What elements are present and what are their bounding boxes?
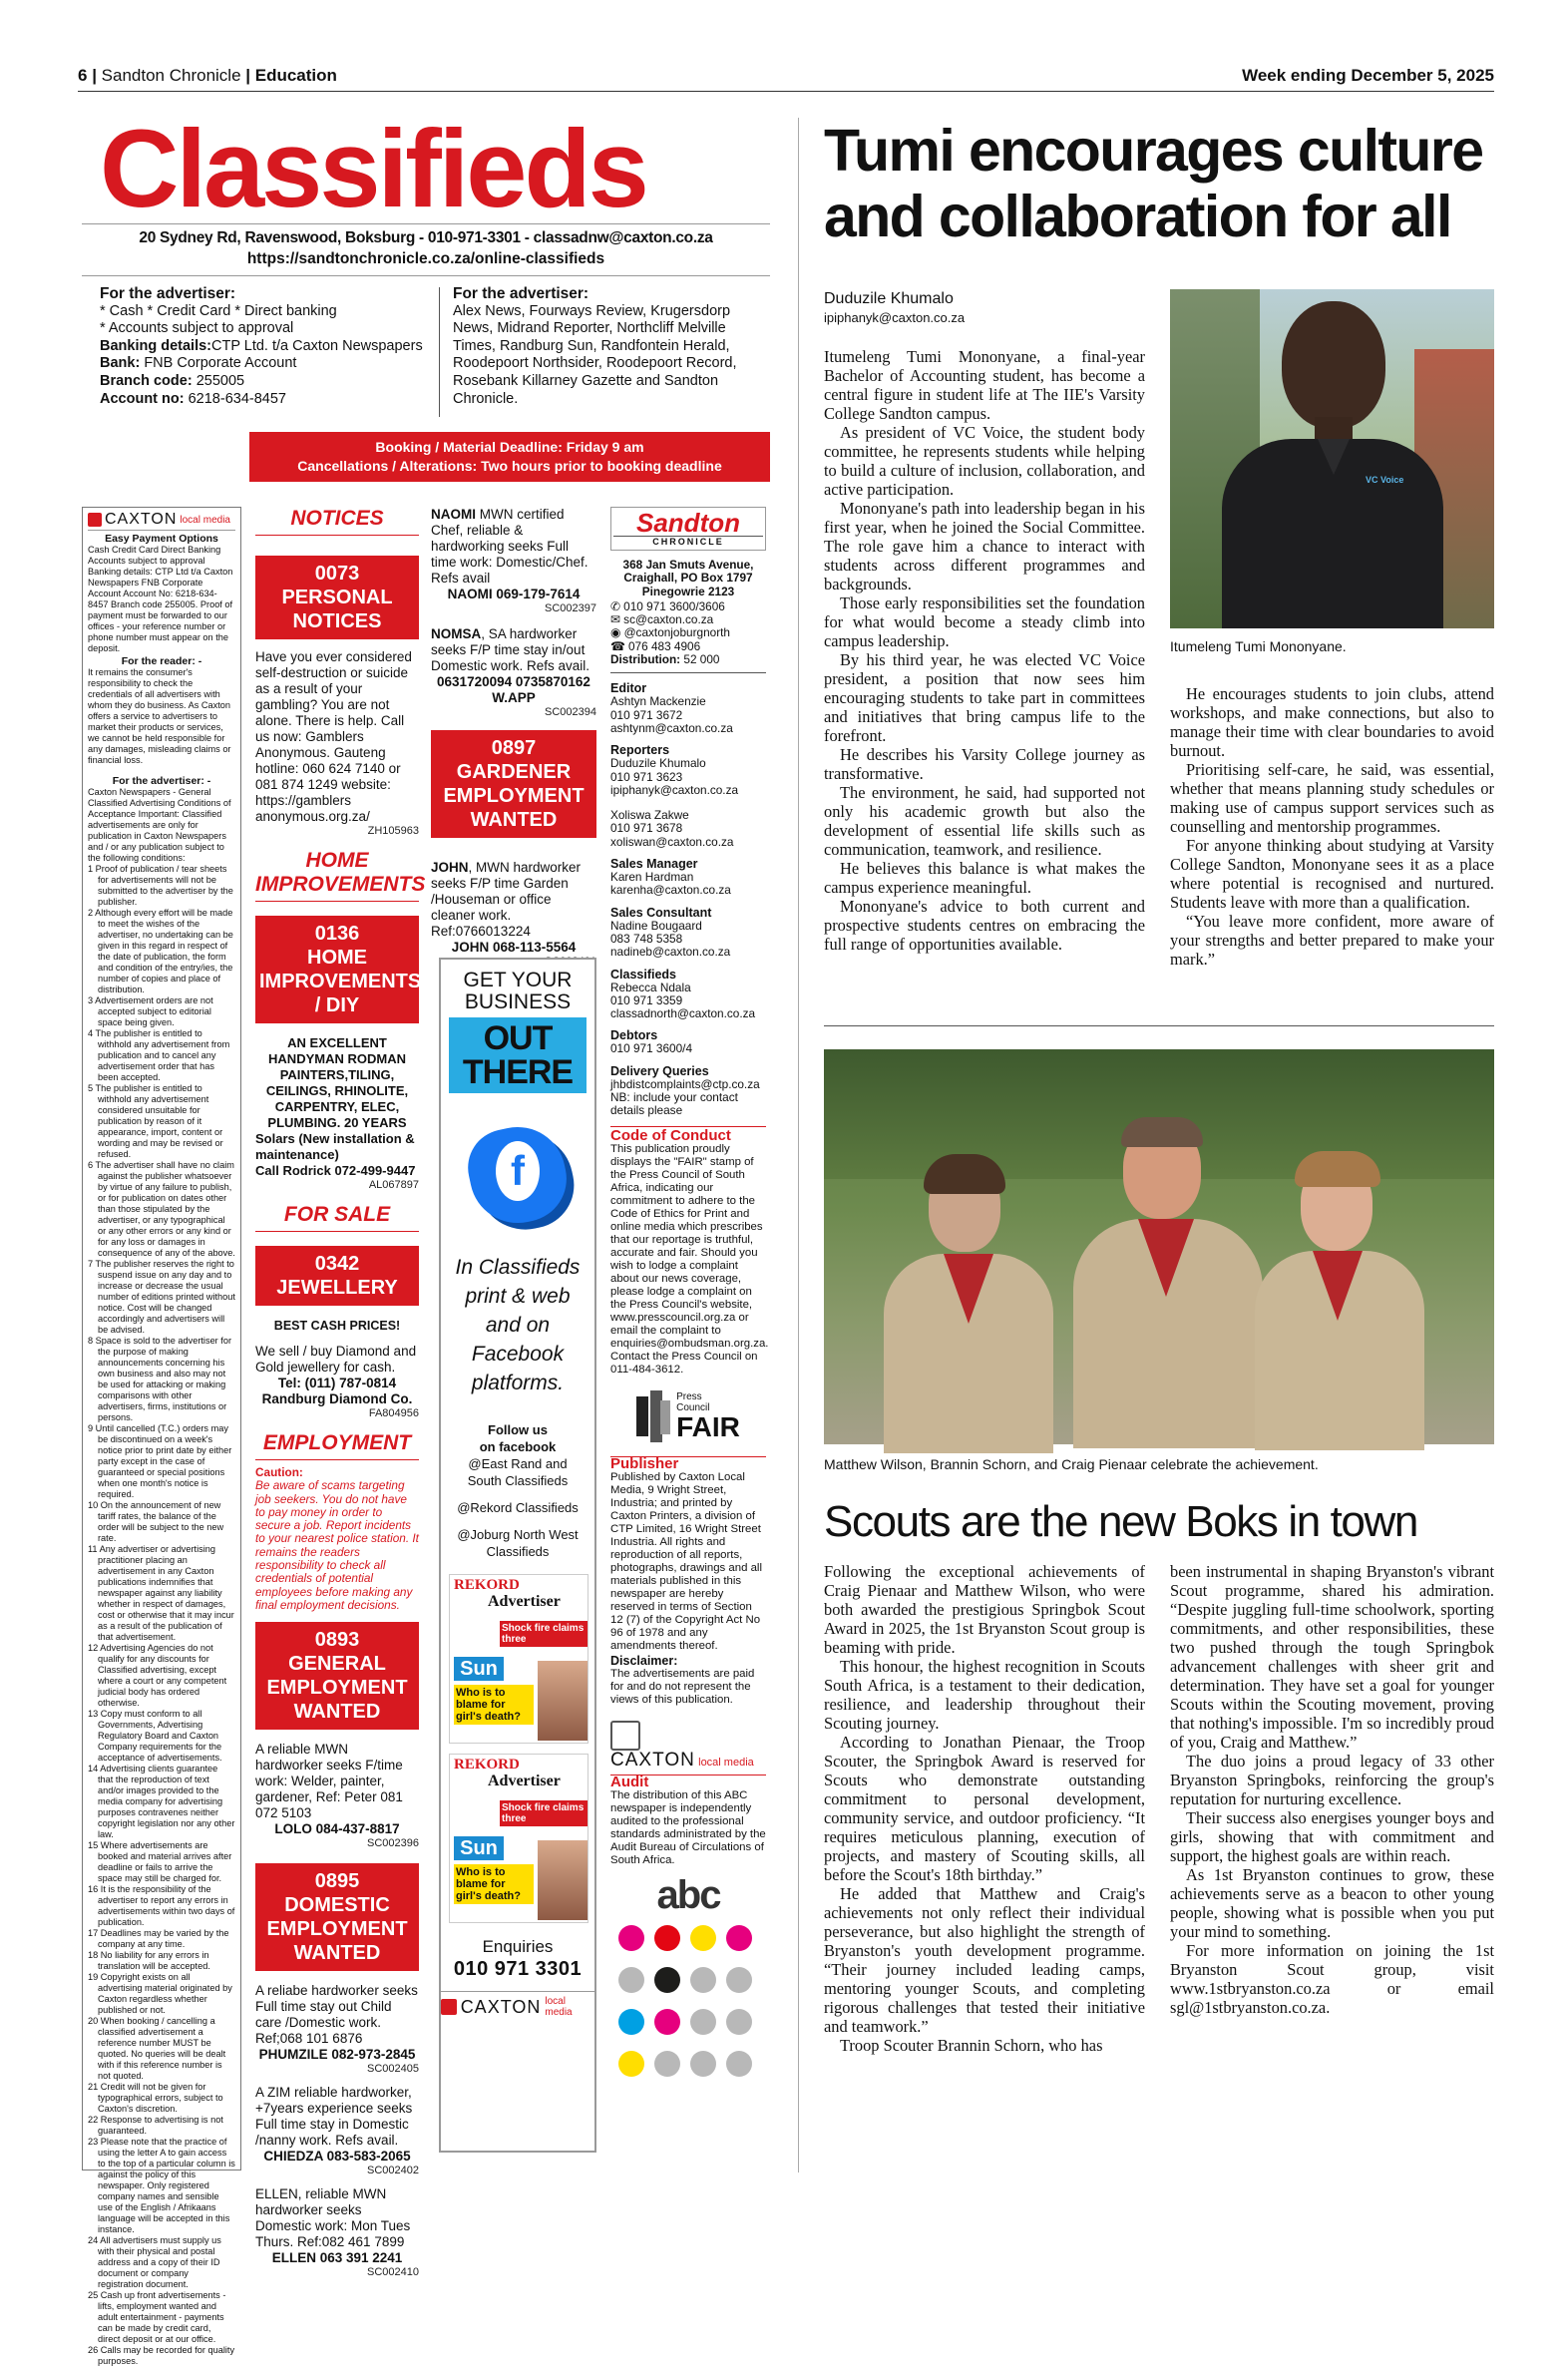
staff-role: Editor — [610, 681, 647, 696]
bank: Bank: FNB Corporate Account — [100, 355, 297, 372]
article-paragraph: Mononyane's advice to both current and prospective students centres on embracing the full range of opportunities available. — [824, 897, 1145, 954]
terms-item: 22 Response to advertising is not guaranteed. — [88, 2115, 223, 2136]
certification-dot — [726, 2051, 752, 2077]
staff-line: nadineb@caxton.co.za — [610, 945, 731, 960]
article-paragraph: Itumeleng Tumi Mononyane, a final-year Bachelor of Accounting student, has become a central figure in student life at The IIE's Varsity College Sandton campus. — [824, 347, 1145, 423]
jewellery-box: 0342 JEWELLERY — [255, 1246, 419, 1306]
staff-line: Nadine Bougaard — [610, 918, 702, 933]
adv-left-line: * Cash * Credit Card * Direct banking — [100, 302, 337, 319]
classifieds-url[interactable]: https://sandtonchronicle.co.za/online-classifieds — [246, 250, 605, 267]
terms-item: 13 Copy must conform to all Governments, Advertising Regulatory Board and Caxton Company requirements for the acceptance of advertisements. — [88, 1709, 222, 1763]
article-paragraph: Troop Scouter Brannin Schorn, who has — [840, 2036, 1103, 2055]
terms-adv-title: For the advertiser: - — [112, 775, 211, 787]
certification-dot — [618, 2051, 644, 2077]
certification-dot — [690, 1925, 716, 1951]
caxton-logo-icon — [441, 1999, 457, 2015]
caxton-logo: CAXTON local media — [88, 512, 235, 531]
article-paragraph: This honour, the highest recognition in Scouts South Africa, is a testament to their dedication, resilience, and leadership throughout their Scouting journey. — [824, 1657, 1145, 1733]
staff-line: ashtynm@caxton.co.za — [610, 720, 733, 735]
staff-line: karenha@caxton.co.za — [610, 883, 731, 898]
certification-dot — [654, 2051, 680, 2077]
certification-dot — [726, 2009, 752, 2035]
audit-title: Audit — [610, 1773, 649, 1790]
newspaper-thumbnail — [449, 1574, 588, 1744]
caution-text: Be aware of scams targeting job seekers. You do not have to pay money in order to secure a job. Report incidents to your nearest police station. It remains the readers responsibility to check all credentials of potential employees before making any final employment decisions. — [255, 1478, 419, 1612]
masthead-column — [610, 507, 769, 2115]
staff-line: 010 971 3678 — [610, 821, 683, 836]
employment-heading: EMPLOYMENT — [255, 1431, 419, 1460]
staff-line: NB: include your contact details please — [610, 1090, 738, 1118]
paper-name: Sandton Chronicle — [101, 66, 241, 85]
press-council-icon — [636, 1390, 670, 1442]
ad-code: SC002396 — [367, 1837, 419, 1850]
tumi-photo-caption: Itumeleng Tumi Mononyane. — [1170, 638, 1347, 654]
caxton-logo: CAXTON local media — [610, 1721, 766, 1771]
terms-item: 10 On the announcement of new tariff rates, the balance of the order will be subject to the new rate. — [88, 1500, 224, 1543]
terms-item: 5 The publisher is entitled to withhold any advertisement considered unsuitable for publication by reason of it appearance, import, content or wording and may be revised or refused. — [88, 1083, 223, 1159]
staff-line: Xoliswa Zakwe — [610, 808, 689, 823]
certification-dot — [654, 2009, 680, 2035]
thumb-headline: Shock fire claims three — [500, 1800, 588, 1826]
fb-rekord[interactable]: @Rekord Classifieds — [457, 1500, 579, 1515]
newspaper-thumbnail — [449, 1754, 588, 1923]
ad-code: SC002405 — [367, 2063, 419, 2076]
byline-name: Duduzile Khumalo — [824, 290, 954, 307]
ellen-name: ELLEN 063 391 2241 — [271, 2250, 403, 2266]
caxton-logo: CAXTON local media — [441, 1991, 594, 2018]
office-address: 368 Jan Smuts Avenue, Craighall, PO Box 1797 Pinegowrie 2123 — [622, 558, 754, 598]
terms-item: 11 Any advertiser or advertising practitioner placing an advertisement in any Caxton publications indemnifies that newspaper against any liability whether in respect of damages, cost or otherwise that it may incur as a result of the publication of that advertisement. — [88, 1544, 234, 1642]
staff-role: Classifieds — [610, 967, 677, 982]
sale-title: BEST CASH PRICES! — [273, 1319, 401, 1333]
chiedza-ad: A ZIM reliable hardworker, +7years experience seeks Full time stay in Domestic /nanny work. Refs avail. — [255, 2085, 413, 2149]
ad-code: SC002410 — [367, 2266, 419, 2279]
terms-item: 23 Please note that the practice of using the letter A to gain access to the top of a particular column is against the policy of this newspaper. Only registered company names and sensible use of the English / Afrikaans language will be accepted in this instance. — [88, 2137, 235, 2234]
terms-column — [82, 507, 241, 2366]
article-paragraph: The environment, he said, had supported not only his academic growth but also the development of essential life skills such as communication, teamwork, and resilience. — [824, 783, 1145, 859]
thumb-headline: Who is to blame for girl's death? — [454, 1685, 534, 1725]
banking-details: Banking details:CTP Ltd. t/a Caxton Newspapers — [100, 337, 423, 354]
caxton-logo-icon — [610, 1721, 640, 1751]
classifieds-address: 20 Sydney Rd, Ravenswood, Boksburg - 010-971-3301 - classadnw@caxton.co.za — [139, 229, 713, 246]
byline-email[interactable]: ipiphanyk@caxton.co.za — [824, 310, 966, 325]
staff-line: classadnorth@caxton.co.za — [610, 1006, 756, 1021]
staff-line: 083 748 5358 — [610, 931, 683, 946]
staff-line: 010 971 3672 — [610, 707, 683, 722]
sale-ad: We sell / buy Diamond and Gold jewellery for cash. — [255, 1344, 417, 1375]
terms-item: 12 Advertising Agencies do not qualify for any discounts for Classified advertising, except where a court or any competent judicial body has ordered otherwise. — [88, 1643, 227, 1708]
contact-social: ◉ @caxtonjoburgnorth — [610, 625, 730, 640]
contact-phone: ✆ 010 971 3600/3606 — [610, 598, 725, 613]
code-of-conduct-title: Code of Conduct — [610, 1126, 731, 1144]
nomsa-name: 0631720094 0735870162 W.APP — [437, 674, 590, 705]
cancellation-deadline: Cancellations / Alterations: Two hours prior to booking deadline — [297, 458, 722, 474]
thumb-masthead: Sun — [454, 1657, 504, 1681]
ad-code: SC002402 — [367, 2165, 419, 2177]
staff-line: 010 971 3623 — [610, 769, 683, 784]
certification-dot — [726, 1967, 752, 1993]
thumb-masthead: Advertiser — [488, 1593, 561, 1610]
ad-code: FA804956 — [368, 1407, 419, 1419]
article-paragraph: According to Jonathan Pienaar, the Troop Scouter, the Springbok Award is reserved for Scouts who demonstrate outstanding commitment to personal development, community service, and outdoor proficiency. “It requires meticulous planning, execution of projects, and mastery of Scouting skills, all before the Scout's 18th birthday.” — [824, 1733, 1145, 1884]
tumi-photo — [1170, 289, 1494, 628]
email-icon: ✉ — [610, 612, 620, 627]
terms-item: 25 Cash up front advertisements - lifts, employment wanted and adult entertainment - payments can be made by credit card, direct deposit or at our office. — [88, 2290, 226, 2344]
disclaimer-title: Disclaimer: — [610, 1653, 678, 1668]
lolo-ad: A reliable MWN hardworker seeks F/time work: Welder, painter, gardener, Ref: Peter 081 072 5103 — [255, 1742, 403, 1821]
for-sale-heading: FOR SALE — [255, 1203, 419, 1232]
follow-us: Follow us — [488, 1422, 548, 1437]
article1-left-body — [824, 347, 1145, 954]
article-paragraph: “You leave more confident, more aware of your strengths and better prepared to make your mark.” — [1170, 912, 1494, 969]
terms-item: 20 When booking / cancelling a classified advertisement a reference number MUST be quoted. No queries will be dealt with if this reference number is not quoted. — [88, 2016, 226, 2081]
article1-headline: Tumi encourages culture and collaboration for all — [824, 118, 1483, 249]
follow-on-facebook: on facebook — [479, 1439, 557, 1454]
staff-line: Duduzile Khumalo — [610, 756, 706, 771]
page-number: 6 — [78, 66, 88, 85]
pay-text: Cash Credit Card Direct Banking Accounts subject to approval Banking details: CTP Ltd t/a Caxton Newspapers FNB Corporate Account Account No: 6218-634-8457 Branch code 255005. Proof of payment must be forwarded to our offices - your reference number or phone number must appear on the deposit. — [88, 545, 233, 653]
facebook-icon: f — [462, 1119, 574, 1231]
ad-code: ZH105963 — [367, 825, 419, 837]
adv-left-title: For the advertiser: — [100, 285, 236, 302]
terms-item: 9 Until cancelled (T.C.) orders may be discontinued on a week's notice prior to print date by either party except in the case of guaranteed or special positions when one month's notice is required. — [88, 1423, 232, 1499]
sale-name: Randburg Diamond Co. — [261, 1391, 413, 1406]
terms-item: 2 Although every effort will be made to meet the wishes of the advertiser, no undertaking can be given in this regard in respect of the date of publication, the form and condition of the entry/ies, the number of copies and place of distribution. — [88, 908, 233, 994]
issue-date: Week ending December 5, 2025 — [1242, 66, 1494, 85]
enquiries-phone[interactable]: 010 971 3301 — [453, 1958, 583, 1980]
pay-title: Easy Payment Options — [105, 533, 218, 545]
john-name: JOHN 068-113-5564 — [451, 940, 577, 955]
terms-item: 19 Copyright exists on all advertising material originated by Caxton regardless whether published or not. — [88, 1972, 232, 2015]
audit-text: The distribution of this ABC newspaper is independently audited to the professional standards administrated by the Audit Bureau of Circulations of South Africa. — [610, 1788, 766, 1866]
terms-adv-text: Caxton Newspapers - General Classified Advertising Conditions of Acceptance Important: Classified advertisements are only for publication in Caxton Newspapers and / or any publication subject to the following conditions: — [88, 787, 231, 863]
article1-right-body — [1170, 684, 1494, 969]
reader-title: For the reader: - — [121, 655, 202, 667]
deadline-banner — [249, 432, 770, 482]
article-paragraph: He describes his Varsity College journey as transformative. — [824, 745, 1145, 783]
caxton-logo-icon — [88, 513, 102, 527]
classifieds-col3 — [431, 507, 596, 968]
staff-line: 010 971 3600/4 — [610, 1041, 693, 1056]
staff-role: Sales Consultant — [610, 905, 712, 920]
thumb-masthead: Sun — [454, 1836, 504, 1860]
ellen-ad: ELLEN, reliable MWN hardworker seeks Domestic work: Mon Tues Thurs. Ref:082 461 7899 — [255, 2186, 411, 2250]
personal-notices-box: 0073 PERSONAL NOTICES — [255, 556, 419, 639]
staff-role: Debtors — [610, 1028, 658, 1043]
article2-headline: Scouts are the new Boks in town — [824, 1497, 1417, 1546]
article-paragraph: Mononyane's path into leadership began in his first year, when he joined the Social Committee. The role gave him a chance to interact with students across different programmes and backgrounds. — [824, 499, 1145, 593]
terms-item: 26 Calls may be recorded for quality purposes. — [88, 2345, 235, 2366]
terms-item: 8 Space is sold to the advertiser for the purpose of making announcements concerning his own business and also may not be used for attacking or making comparisons with other advertisers, firms, institutions or persons. — [88, 1336, 232, 1422]
home-improvements-box: 0136 HOME IMPROVEMENTS / DIY — [255, 916, 419, 1023]
page-header — [78, 66, 1494, 92]
enquiries-label: Enquiries — [482, 1937, 554, 1956]
terms-item: 21 Credit will not be given for typographical errors, subject to Caxton's discretion. — [88, 2082, 223, 2114]
adv-right-title: For the advertiser: — [453, 285, 589, 302]
article-paragraph: Those early responsibilities set the foundation for what would become a steady climb into campus leadership. — [824, 593, 1145, 650]
ad-code: AL067897 — [368, 1179, 419, 1191]
staff-line: jhbdistcomplaints@ctp.co.za — [610, 1076, 760, 1091]
staff-line: Ashtyn Mackenzie — [610, 694, 706, 709]
gamblers-ad: Have you ever considered self-destruction or suicide as a result of your gambling? You are not alone. There is help. Call us now: Gamblers Anonymous. Gauteng hotline: 060 624 7140 or 081 874 1249 website: https://gamblers anonymous.org.za/ — [255, 649, 412, 824]
vc-voice-shirt-logo: VC Voice — [1366, 475, 1404, 485]
staff-line: Rebecca Ndala — [610, 980, 691, 994]
promo-line1: GET YOUR BUSINESS — [463, 969, 573, 1013]
press-council-fair-logo: Press Council FAIR — [610, 1390, 766, 1442]
article-paragraph: Their success also energises younger boys and girls, showing that with commitment and support, the highest goals are within reach. — [1170, 1808, 1494, 1865]
certification-dot — [618, 2009, 644, 2035]
handyman-ad: AN EXCELLENT HANDYMAN RODMAN PAINTERS,TILING, CEILINGS, RHINOLITE, CARPENTRY, ELEC, PLUMBING. 20 YEARS — [265, 1035, 409, 1130]
phone-icon: ✆ — [610, 598, 620, 613]
contact-email: ✉ sc@caxton.co.za — [610, 612, 714, 627]
article-paragraph: He encourages students to join clubs, attend workshops, and make connections, but also to manage their time with clear boundaries to avoid burnout. — [1170, 684, 1494, 760]
article2-right-body — [1170, 1562, 1494, 2017]
reader-text: It remains the consumer's responsibility to check the credentials of all advertisers with whom they do business. As Caxton offers a service to advertisers to market their products or services, we cannot be held responsible for any damages, misleading claims or financial loss. — [88, 667, 231, 765]
certification-dot — [726, 1925, 752, 1951]
article-paragraph: For more information on joining the 1st Bryanston Scout group, visit www.1stbryanston.co.za or email sgl@1stbryanston.co.za. — [1170, 1941, 1494, 2017]
terms-item: 17 Deadlines may be varied by the company at any time. — [88, 1928, 229, 1949]
certification-dot — [690, 2051, 716, 2077]
terms-item: 16 It is the responsibility of the advertiser to report any errors in advertisements within two days of publication. — [88, 1884, 235, 1927]
social-icon: ◉ — [610, 625, 621, 640]
staff-line: ipiphanyk@caxton.co.za — [610, 782, 739, 797]
facebook-promo — [439, 958, 596, 2153]
article-paragraph: For anyone thinking about studying at Varsity College Sandton, Mononyane sees it as a place where potential is recognised and nurtured. Students leave with more than a qualification. — [1170, 836, 1494, 912]
fb-east-rand[interactable]: @East Rand and South Classifieds — [467, 1456, 569, 1488]
account-number: Account no: 6218-634-8457 — [100, 390, 286, 407]
naomi-ad: NAOMI MWN certified Chef, reliable & hardworking seeks Full time work: Domestic/Chef. Refs avail — [431, 507, 588, 586]
terms-item: 24 All advertisers must supply us with their physical and postal address and a copy of their ID document or company registration document. — [88, 2235, 221, 2289]
staff-line: xoliswan@caxton.co.za — [610, 834, 734, 849]
handyman-ad-solars: Solars (New installation & maintenance) — [255, 1131, 415, 1162]
staff-role: Reporters — [610, 743, 670, 758]
publisher-title: Publisher — [610, 1454, 679, 1472]
phumzile-name: PHUMZILE 082-973-2845 — [258, 2047, 416, 2063]
promo-italic: In Classifieds print & web and on Facebook platforms. — [455, 1256, 581, 1394]
classifieds-col2 — [255, 507, 426, 2279]
certification-dot — [618, 1925, 644, 1951]
publisher-text: Published by Caxton Local Media, 9 Wright Street, Industria; and printed by Caxton Printers, a division of CTP Limited, 16 Wright Street Industria. All rights and reproduction of all reports, photographs, drawings and all materials published in this newspaper are hereby reserved in terms of Section 12 (7) of the Copyright Act No 96 of 1978 and any amendments thereof. — [610, 1470, 762, 1652]
contacts — [610, 600, 766, 666]
terms-item: 15 Where advertisements are booked and material arrives after deadline or fails to arrive the space may still be charged for. — [88, 1840, 232, 1883]
classifieds-title: Classifieds — [100, 108, 646, 230]
handyman-ad-phone: Call Rodrick 072-499-9447 — [255, 1163, 416, 1178]
article-paragraph: been instrumental in shaping Bryanston's vibrant Scout programme, shared his admiration. “Despite juggling full-time schoolwork, sporting commitments, and other responsibilities, these two pushed through the tough Springbok advancement challenges with sheer grit and determination. They have set a goal for younger Scouts within the Scouting movement, proving that nothing's impossible. I'm so incredibly proud of you, Craig and Matthew.” — [1170, 1562, 1494, 1752]
branch-code: Branch code: 255005 — [100, 372, 245, 389]
certification-dot — [654, 1967, 680, 1993]
article2-left-body — [824, 1562, 1145, 2055]
sale-tel: Tel: (011) 787-0814 — [277, 1376, 397, 1390]
certification-dot — [690, 1967, 716, 1993]
terms-item: 6 The advertiser shall have no claim against the publisher whatsoever by virtue of any failure to publish, or for publication on dates other than those stipulated by the advertiser, or any typographical or any other errors or any kind or for any loss or damages in consequence of any of the above. — [88, 1160, 235, 1258]
distribution: Distribution: 52 000 — [610, 652, 720, 667]
article-paragraph: He added that Matthew and Craig's achievements not only reflect their individual perseverance, but also highlight the strength of Bryanston's youth development programme. “Their journey included leading camps, mentoring younger Scouts, and completing rigorous challenges that tested their initiative and teamwork.” — [824, 1884, 1145, 2036]
certification-dot — [618, 1967, 644, 1993]
home-improvements-heading: HOME IMPROVEMENTS — [255, 849, 419, 902]
terms-list — [88, 864, 235, 2367]
disclaimer-text: The advertisements are paid for and do not represent the views of this publication. — [610, 1667, 755, 1706]
scouts-photo — [824, 1049, 1494, 1444]
gardener-employment-box: 0897 GARDENER EMPLOYMENT WANTED — [431, 730, 596, 838]
article-paragraph: Following the exceptional achievements of Craig Pienaar and Matthew Wilson, who were both awarded the prestigious Springbok Scout Award in 2025, the 1st Bryanston Scout group is beaming with pride. — [824, 1562, 1145, 1657]
thumb-masthead: REKORD — [454, 1757, 520, 1773]
article-paragraph: As 1st Bryanston continues to grow, these achievements serve as a beacon to other young people, showing what is possible when you put your mind to something. — [1170, 1865, 1494, 1941]
code-of-conduct-text: This publication proudly displays the "FAIR" stamp of the Press Council of South Africa, indicating our commitment to adhere to the Code of Ethics for Print and online media which prescribes that our reportage is truthful, accurate and fair. Should you wish to lodge a complaint about our news coverage, please lodge a complaint on the Press Council's website, www.presscouncil.org.za or email the complaint to enquiries@ombudsman.org.za. Contact the Press Council on 011-484-3612. — [610, 1142, 769, 1376]
advertiser-papers-info — [453, 285, 767, 408]
header-left: 6 | Sandton Chronicle | Education — [78, 66, 337, 85]
certification-dots — [610, 1925, 766, 2115]
staff-list — [610, 681, 766, 1117]
article-paragraph: As president of VC Voice, the student body committee, he represents students while helping to build a culture of inclusion, collaboration, and active participation. — [824, 423, 1145, 499]
sandton-chronicle-logo: Sandton CHRONICLE — [610, 507, 766, 551]
terms-item: 7 The publisher reserves the right to suspend issue on any day and to increase or decrease the usual number of editions printed without notice. Cost will be changed accordingly and advertisers will be advised. — [88, 1259, 235, 1335]
abc-logo: abc — [656, 1872, 720, 1917]
caution-title: Caution: — [255, 1465, 303, 1479]
staff-line: 010 971 3359 — [610, 992, 683, 1007]
general-employment-box: 0893 GENERAL EMPLOYMENT WANTED — [255, 1622, 419, 1730]
thumb-headline: Shock fire claims three — [500, 1621, 588, 1647]
naomi-name: NAOMI 069-179-7614 — [447, 587, 581, 601]
scouts-photo-caption: Matthew Wilson, Brannin Schorn, and Craig Pienaar celebrate the achievement. — [824, 1456, 1319, 1472]
thumb-masthead: Advertiser — [488, 1773, 561, 1789]
promo-line2: OUT THERE — [449, 1017, 587, 1093]
newspaper-thumbnails — [449, 1574, 587, 1933]
ad-code: SC002397 — [545, 602, 596, 614]
adv-right-text: Alex News, Fourways Review, Krugersdorp News, Midrand Reporter, Northcliff Melville Times, Randburg Sun, Randfontein Herald, Roodepoort Northsider, Roodepoort Record, Rosebank Killarney Gazette and Sandton Chronicle. — [453, 302, 737, 407]
ad-code: SC002394 — [545, 706, 596, 718]
article1-byline — [824, 289, 1123, 327]
terms-item: 4 The publisher is entitled to withhold any advertisement from publication and to cancel any advertisement order that has been accepted. — [88, 1028, 230, 1082]
advertiser-payment-info — [100, 285, 429, 408]
article-paragraph: He believes this balance is what makes the campus experience meaningful. — [824, 859, 1145, 897]
nomsa-ad: NOMSA, SA hardworker seeks F/P time stay in/out Domestic work. Refs avail. — [431, 626, 590, 673]
certification-dot — [690, 2009, 716, 2035]
terms-item: 3 Advertisement orders are not accepted subject to editorial space being given. — [88, 995, 213, 1027]
terms-item: 14 Advertising clients guarantee that the reproduction of text and/or images provided to the media company for advertising purposes contravenes neither copyright legislation nor any other law. — [88, 1764, 235, 1839]
booking-deadline: Booking / Material Deadline: Friday 9 am — [375, 439, 644, 455]
fb-joburg[interactable]: @Joburg North West Classifieds — [457, 1527, 579, 1559]
thumb-masthead: REKORD — [454, 1577, 520, 1593]
article-paragraph: Prioritising self-care, he said, was essential, whether that means planning study schedules or making use of campus support services such as counselling and mentorship programmes. — [1170, 760, 1494, 836]
certification-dot — [654, 1925, 680, 1951]
phumzile-ad: A reliabe hardworker seeks Full time stay out Child care /Domestic work. Ref;068 101 6876 — [255, 1983, 418, 2047]
staff-line: Karen Hardman — [610, 870, 694, 885]
terms-item: 18 No liability for any errors in translation will be accepted. — [88, 1950, 210, 1971]
thumb-headline: Who is to blame for girl's death? — [454, 1864, 534, 1904]
article-paragraph: By his third year, he was elected VC Voice president, a position that now sees him encouraging students to take part in committees and initiatives that bring campus life to the forefront. — [824, 650, 1145, 745]
whatsapp-icon: ☎ — [610, 638, 625, 653]
staff-role: Delivery Queries — [610, 1063, 709, 1078]
notices-heading: NOTICES — [255, 507, 419, 536]
john-ad: JOHN, MWN hardworker seeks F/P time Garden /Houseman or office cleaner work. Ref:0766013224 — [431, 860, 582, 939]
staff-role: Sales Manager — [610, 857, 698, 872]
contact-whatsapp: ☎ 076 483 4906 — [610, 638, 701, 653]
terms-item: 1 Proof of publication / tear sheets for advertisements will not be submitted to the advertiser by the publisher. — [88, 864, 233, 907]
chiedza-name: CHIEDZA 083-583-2065 — [263, 2149, 411, 2165]
adv-left-line: * Accounts subject to approval — [100, 320, 294, 337]
lolo-name: LOLO 084-437-8817 — [274, 1821, 400, 1837]
domestic-employment-box: 0895 DOMESTIC EMPLOYMENT WANTED — [255, 1863, 419, 1971]
section-name: Education — [254, 66, 337, 85]
article-paragraph: The duo joins a proud legacy of 33 other Bryanston Springboks, reinforcing the group's reputation for nurturing excellence. — [1170, 1752, 1494, 1808]
thumb-photo — [538, 1661, 588, 1741]
thumb-photo — [538, 1840, 588, 1920]
